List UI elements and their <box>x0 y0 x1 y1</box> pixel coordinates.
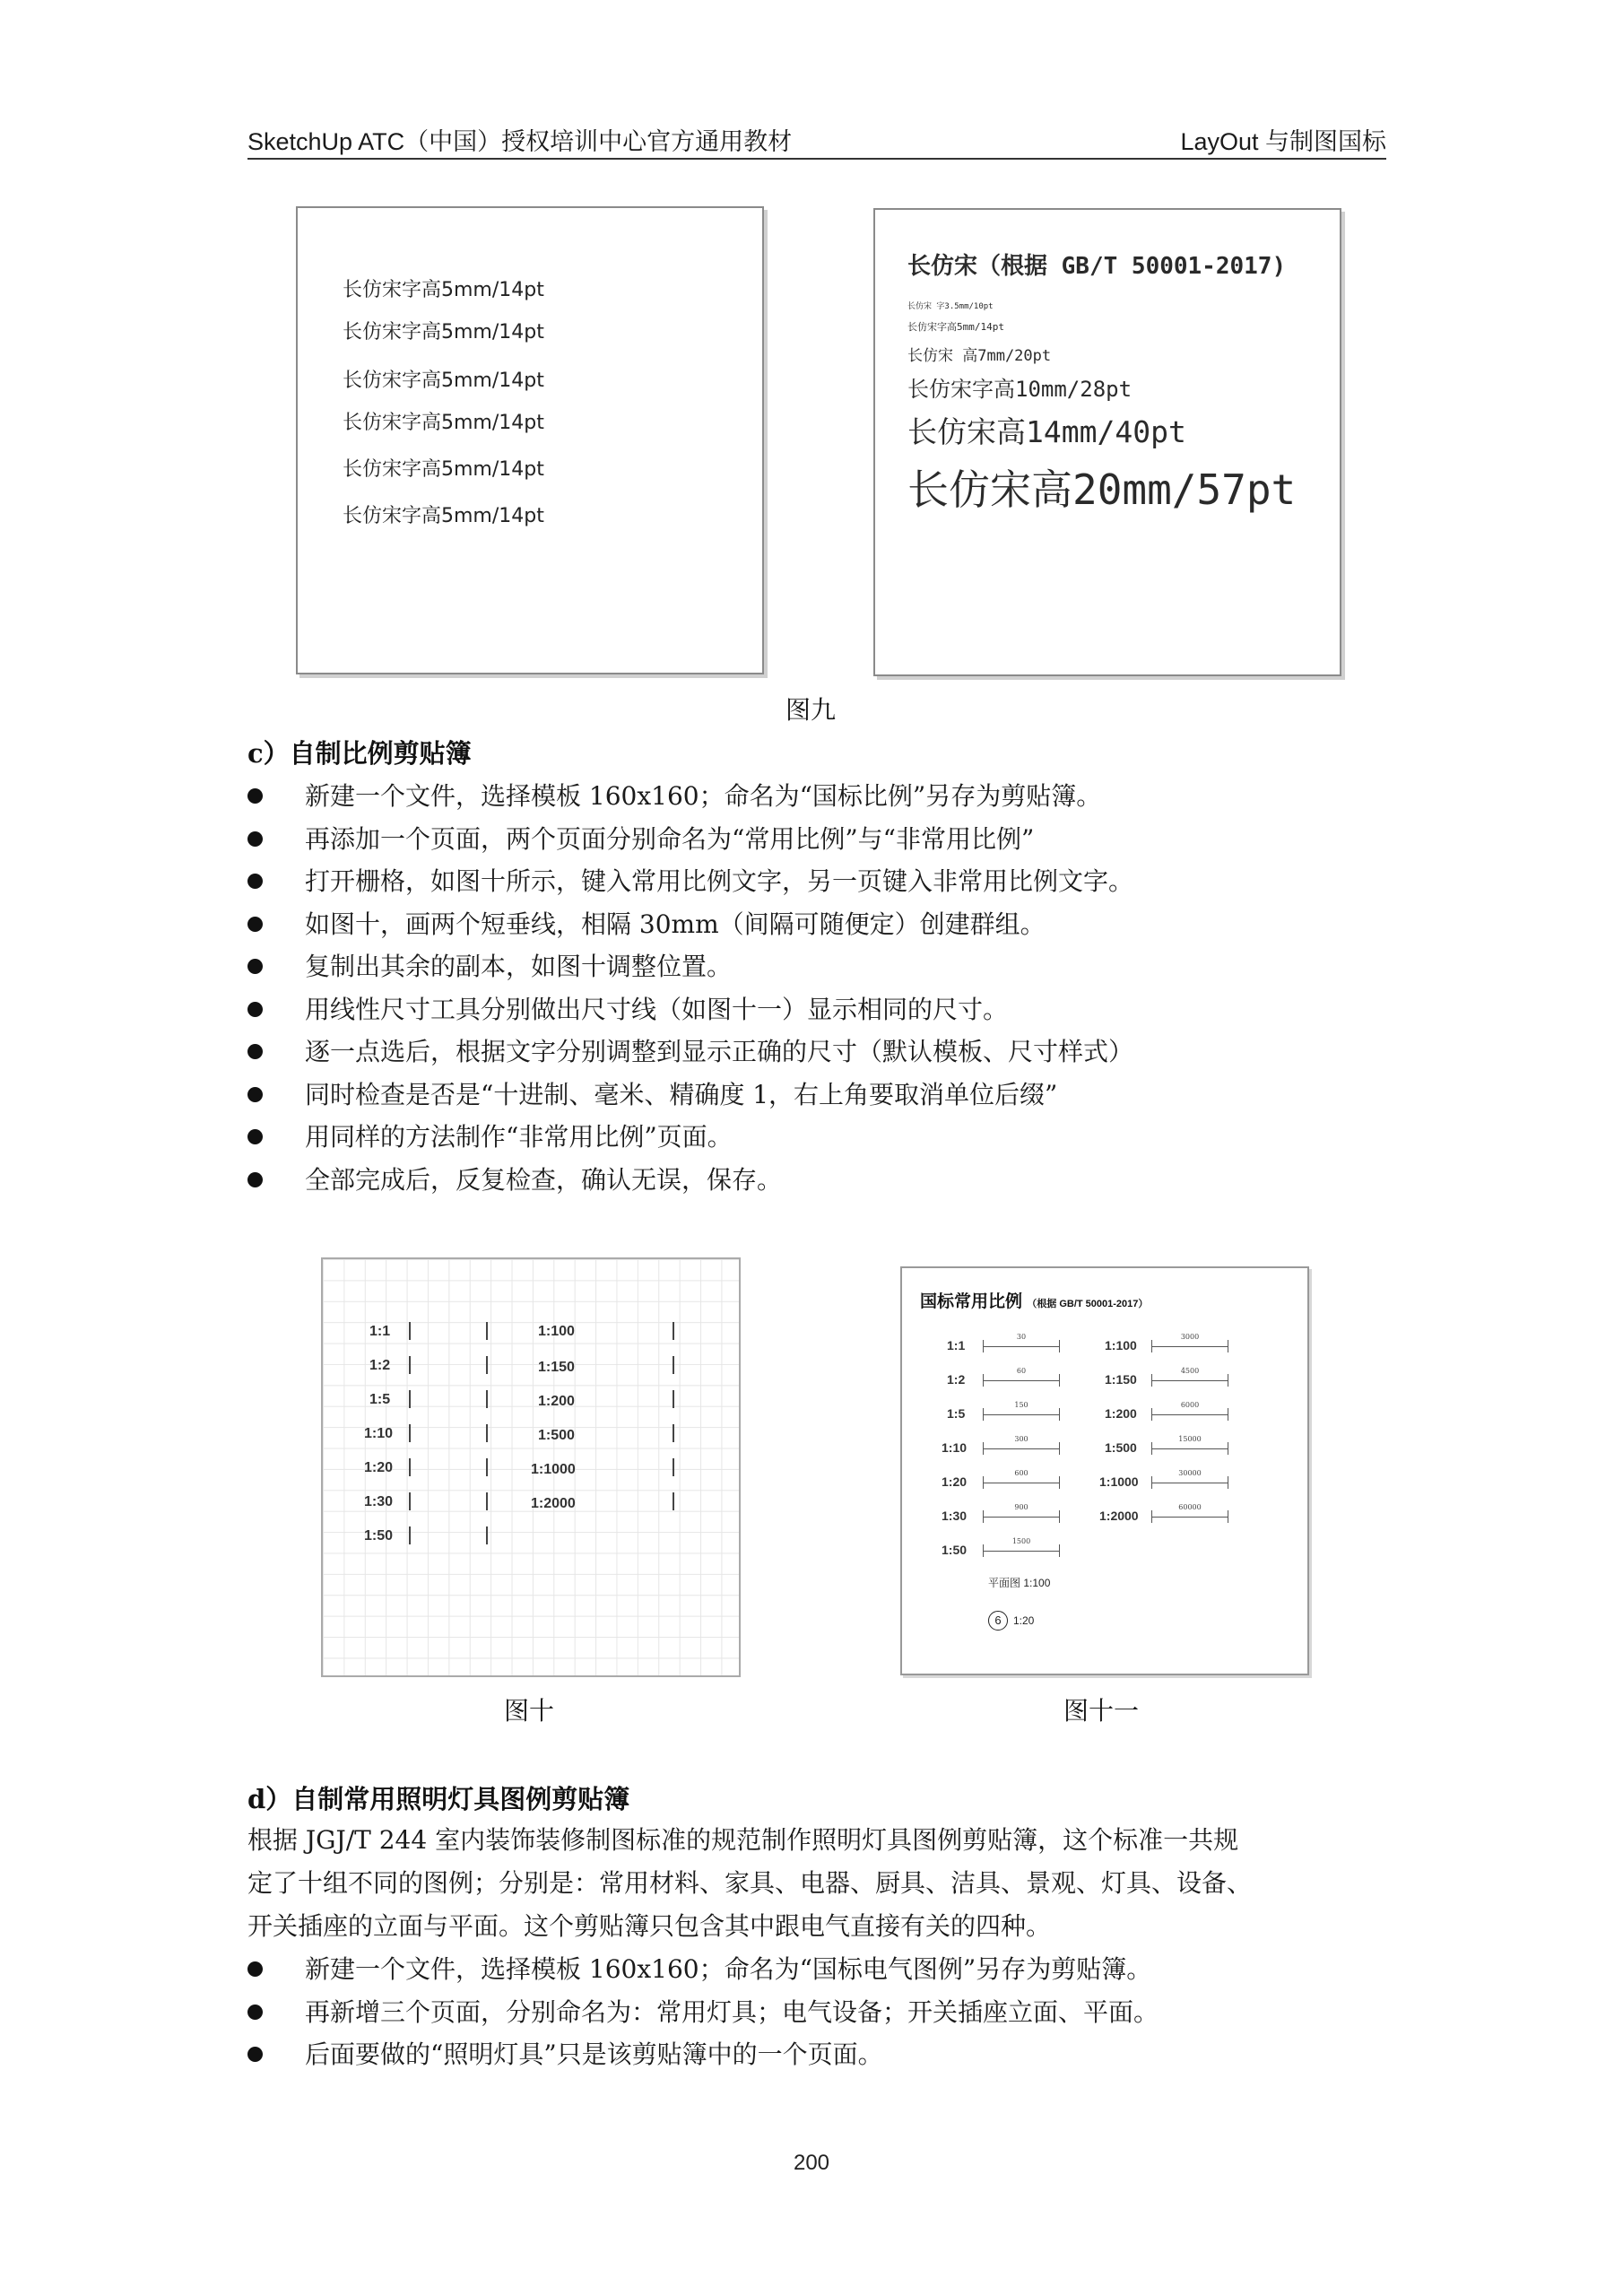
dimension-value: 600 <box>1014 1469 1028 1477</box>
list-item-text: 再新增三个页面，分别命名为：常用灯具；电气设备；开关插座立面、平面。 <box>305 1996 1159 2027</box>
list-item <box>247 2033 1404 2076</box>
scale-label: 1:2 <box>369 1358 391 1373</box>
scale-chart-title <box>920 1288 1148 1312</box>
bullet-dot <box>247 1129 263 1144</box>
tick-mark <box>673 1322 674 1340</box>
text-line: 长仿宋字高5mm/14pt <box>343 279 544 301</box>
list-item-text: 用同样的方法制作“非常用比例”页面。 <box>305 1122 733 1152</box>
tick-mark <box>673 1458 674 1476</box>
font-sample-title: 长仿宋（根据 GB/T 50001-2017) <box>907 253 1287 280</box>
tick-mark <box>409 1492 411 1510</box>
text-line: 长仿宋字高5mm/14pt <box>343 321 544 344</box>
paragraph-line: 定了十组不同的图例；分别是：常用材料、家具、电器、厨具、洁具、景观、灯具、设备、 <box>247 1868 1253 1898</box>
scale-label: 1:10 <box>364 1426 394 1441</box>
font-sample-line: 长仿宋 高7mm/20pt <box>907 347 1052 365</box>
dimension-value: 1500 <box>1011 1537 1031 1545</box>
scale-label: 1:200 <box>538 1394 575 1409</box>
bullet-dot <box>247 831 263 847</box>
tick-mark <box>486 1356 488 1374</box>
list-item-text: 用线性尺寸工具分别做出尺寸线（如图十一）显示相同的尺寸。 <box>305 994 1009 1024</box>
list-item-text: 全部完成后，反复检查，确认无误，保存。 <box>305 1164 783 1195</box>
dimension-line <box>983 1503 1060 1523</box>
dimension-value: 60000 <box>1178 1503 1202 1511</box>
tick-mark <box>486 1492 488 1510</box>
scale-label: 1:1 <box>947 1338 966 1352</box>
section-d-heading: d）自制常用照明灯具图例剪贴簿 <box>247 1784 630 1814</box>
tick-mark <box>486 1526 488 1544</box>
tick-mark <box>409 1322 411 1340</box>
scale-label: 1:5 <box>369 1392 391 1407</box>
detail-scale-label: 1:20 <box>1013 1614 1035 1627</box>
list-item-text: 如图十，画两个短垂线，相隔 30mm（间隔可随便定）创建群组。 <box>305 909 1046 939</box>
dimension-line <box>983 1367 1060 1387</box>
paragraph-line: 开关插座的立面与平面。这个剪贴簿只包含其中跟电气直接有关的四种。 <box>247 1911 1052 1941</box>
detail-circle-marker: 6 <box>988 1611 1008 1631</box>
list-item <box>247 1159 1404 1202</box>
dimension-value: 30 <box>1016 1333 1027 1341</box>
dimension-line <box>1151 1469 1228 1489</box>
bullet-dot <box>247 917 263 932</box>
dimension-value: 15000 <box>1178 1435 1202 1443</box>
list-item-text: 新建一个文件，选择模板 160x160；命名为“国标比例”另存为剪贴簿。 <box>305 781 1102 811</box>
tick-mark <box>409 1424 411 1442</box>
figure-10-caption: 图十 <box>504 1696 555 1726</box>
bullet-dot <box>247 1961 263 1977</box>
section-d-paragraph <box>247 1819 1404 1948</box>
dimension-line <box>1151 1401 1228 1421</box>
scale-label: 1:100 <box>538 1324 575 1339</box>
list-item <box>247 1074 1404 1117</box>
text-line: 长仿宋字高5mm/14pt <box>343 505 544 527</box>
page-number: 200 <box>793 2151 830 2175</box>
section-d-bullets <box>247 1948 1404 2076</box>
scale-chart-title-sub: （根据 GB/T 50001-2017） <box>1027 1299 1149 1309</box>
tick-mark <box>409 1356 411 1374</box>
tick-mark <box>486 1458 488 1476</box>
scale-label: 1:2000 <box>531 1496 576 1511</box>
text-line: 长仿宋字高5mm/14pt <box>343 458 544 481</box>
list-item <box>247 1948 1404 1991</box>
font-sample-line: 长仿宋高20mm/57pt <box>907 465 1297 514</box>
list-item <box>247 1031 1404 1074</box>
dimension-line <box>983 1401 1060 1421</box>
figure-9-right-panel <box>873 208 1341 676</box>
scale-label: 1:1000 <box>531 1462 576 1477</box>
scale-label: 1:20 <box>364 1460 394 1475</box>
list-item-text: 逐一点选后，根据文字分别调整到显示正确的尺寸（默认模板、尺寸样式） <box>305 1037 1134 1066</box>
header-chapter-title: LayOut 与制图国标 <box>1180 128 1386 155</box>
scale-label: 1:150 <box>1105 1372 1137 1387</box>
figure-10-panel <box>321 1257 741 1677</box>
scale-label: 1:1000 <box>1099 1474 1139 1489</box>
scale-label: 1:20 <box>942 1474 968 1489</box>
header-rule <box>247 158 1386 160</box>
bullet-dot <box>247 1002 263 1017</box>
bullet-dot <box>247 959 263 974</box>
figure-9-caption: 图九 <box>785 695 837 725</box>
section-c-heading: c）自制比例剪贴簿 <box>247 738 472 769</box>
tick-mark <box>673 1424 674 1442</box>
dimension-value: 30000 <box>1178 1469 1202 1477</box>
figure-9-left-panel <box>296 206 764 674</box>
tick-mark <box>486 1424 488 1442</box>
section-c-bullets <box>247 775 1404 1201</box>
tick-mark <box>486 1322 488 1340</box>
scale-label: 1:30 <box>942 1509 968 1523</box>
list-item-text: 同时检查是否是“十进制、毫米、精确度 1，右上角要取消单位后缀” <box>305 1079 1058 1109</box>
text-line: 长仿宋字高5mm/14pt <box>343 412 544 434</box>
list-item <box>247 1116 1404 1159</box>
dimension-value: 300 <box>1014 1435 1028 1443</box>
bullet-dot <box>247 788 263 804</box>
scale-label: 1:2000 <box>1099 1509 1139 1523</box>
dimension-line <box>1151 1367 1228 1387</box>
scale-label: 1:2 <box>947 1372 966 1387</box>
list-item <box>247 988 1404 1031</box>
scale-label: 1:10 <box>942 1440 968 1455</box>
dimension-line <box>1151 1333 1228 1352</box>
dimension-line <box>1151 1435 1228 1455</box>
text-line: 长仿宋字高5mm/14pt <box>343 370 544 392</box>
dimension-value: 3000 <box>1180 1333 1200 1341</box>
list-item <box>247 945 1404 988</box>
bullet-dot <box>247 2047 263 2062</box>
dimension-line <box>983 1333 1060 1352</box>
font-sample-line: 长仿宋高14mm/40pt <box>907 414 1186 449</box>
tick-mark <box>673 1356 674 1374</box>
list-item <box>247 903 1404 946</box>
list-item <box>247 775 1404 818</box>
scale-label: 1:500 <box>1105 1440 1137 1455</box>
dimension-value: 900 <box>1014 1503 1028 1511</box>
figure-11-caption: 图十一 <box>1063 1696 1140 1726</box>
scale-label: 1:150 <box>538 1360 575 1375</box>
dimension-value: 6000 <box>1180 1401 1200 1409</box>
list-item <box>247 818 1404 861</box>
bullet-dot <box>247 1044 263 1059</box>
list-item-text: 新建一个文件，选择模板 160x160；命名为“国标电气图例”另存为剪贴簿。 <box>305 1954 1152 1984</box>
dimension-line <box>983 1469 1060 1489</box>
dimension-line <box>983 1537 1060 1557</box>
font-sample-line: 长仿宋字高5mm/14pt <box>907 321 1004 333</box>
tick-mark <box>673 1492 674 1510</box>
scale-chart-title-main: 国标常用比例 <box>920 1292 1023 1311</box>
bullet-dot <box>247 1172 263 1187</box>
page-header <box>247 122 1386 158</box>
scale-label: 1:200 <box>1105 1406 1137 1421</box>
font-sample-line: 长仿宋 字3.5mm/10pt <box>907 302 994 311</box>
scale-label: 1:50 <box>942 1543 968 1557</box>
list-item-text: 打开栅格，如图十所示，键入常用比例文字，另一页键入非常用比例文字。 <box>305 866 1134 896</box>
paragraph-line: 根据 JGJ/T 244 室内装饰装修制图标准的规范制作照明灯具图例剪贴簿，这个标准一共规 <box>247 1825 1239 1855</box>
font-sample-line: 长仿宋字高10mm/28pt <box>907 377 1133 402</box>
bullet-dot <box>247 874 263 889</box>
list-item <box>247 860 1404 903</box>
tick-mark <box>409 1458 411 1476</box>
tick-mark <box>409 1390 411 1408</box>
bullet-dot <box>247 1087 263 1102</box>
scale-label: 1:1 <box>369 1324 391 1339</box>
dimension-value: 150 <box>1014 1401 1028 1409</box>
scale-label: 1:500 <box>538 1428 575 1443</box>
tick-mark <box>673 1390 674 1408</box>
tick-mark <box>486 1390 488 1408</box>
figure-11-panel <box>900 1266 1309 1675</box>
scale-label: 1:5 <box>947 1406 966 1421</box>
plan-scale-label: 平面图 1:100 <box>988 1577 1051 1589</box>
list-item-text: 复制出其余的副本，如图十调整位置。 <box>305 952 733 981</box>
dimension-line <box>1151 1503 1228 1523</box>
dimension-value: 4500 <box>1180 1367 1200 1375</box>
dimension-value: 60 <box>1016 1367 1027 1375</box>
scale-label: 1:30 <box>364 1494 394 1509</box>
tick-mark <box>409 1526 411 1544</box>
list-item <box>247 1991 1404 2034</box>
bullet-dot <box>247 2005 263 2020</box>
dimension-line <box>983 1435 1060 1455</box>
header-book-title: SketchUp ATC（中国）授权培训中心官方通用教材 <box>247 128 793 155</box>
scale-label: 1:100 <box>1105 1338 1137 1352</box>
list-item-text: 后面要做的“照明灯具”只是该剪贴簿中的一个页面。 <box>305 2039 883 2069</box>
list-item-text: 再添加一个页面，两个页面分别命名为“常用比例”与“非常用比例” <box>305 823 1035 854</box>
scale-label: 1:50 <box>364 1528 394 1544</box>
